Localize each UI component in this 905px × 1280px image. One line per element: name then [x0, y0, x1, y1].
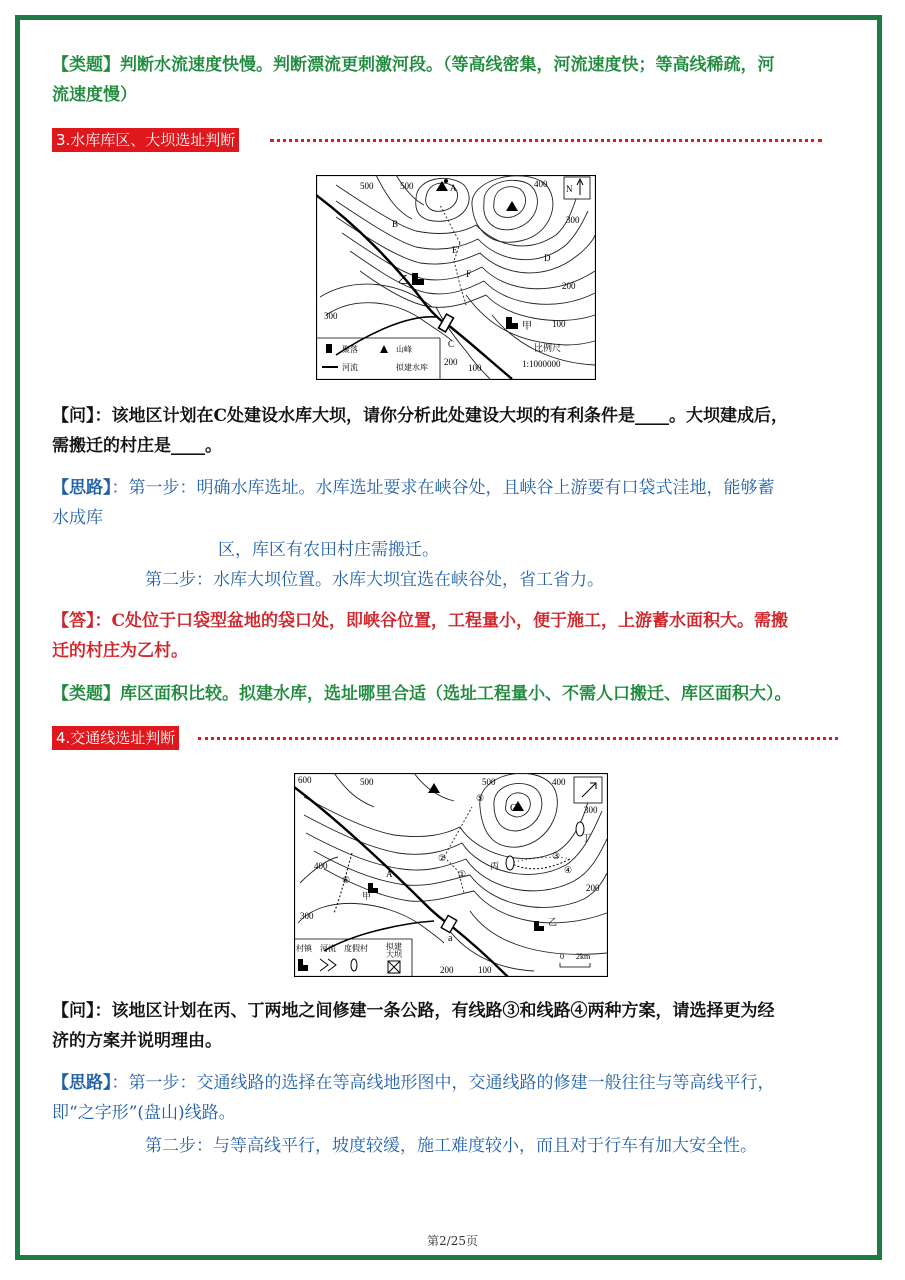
- map2-village-yi: [534, 921, 539, 931]
- legend-village-icon: [326, 344, 332, 353]
- svg-text:100: 100: [468, 363, 482, 373]
- svg-text:400: 400: [314, 861, 328, 871]
- svg-text:乙: 乙: [398, 274, 409, 286]
- answer-3-line1: [52, 606, 788, 636]
- svg-text:③: ③: [552, 851, 561, 861]
- section-4-title: 4.交通线选址判断: [52, 726, 179, 750]
- svg-text:D: D: [544, 253, 551, 263]
- idea-4-line1: [52, 1068, 775, 1098]
- svg-text:C: C: [448, 339, 455, 349]
- question-tag: 【问】: [52, 406, 95, 426]
- similar-tag: 【类题】: [52, 55, 120, 75]
- resort-bing: [506, 856, 514, 870]
- svg-text:200: 200: [440, 965, 454, 975]
- svg-text:甲: 甲: [362, 891, 372, 901]
- section-4-dotted-rule: [198, 737, 838, 740]
- svg-text:300: 300: [584, 805, 598, 815]
- svg-text:丙: 丙: [490, 861, 500, 871]
- contour-map-road: [294, 773, 608, 977]
- legend-dam-label-top: 拟建: [386, 942, 402, 951]
- idea-3-text3: 区，库区有农田村庄需搬迁。: [218, 540, 439, 560]
- svg-text:500: 500: [482, 777, 496, 787]
- idea-3-line2: [52, 503, 103, 533]
- svg-text:300: 300: [566, 215, 580, 225]
- svg-text:200: 200: [586, 883, 600, 893]
- similar-question-1-line2: [52, 80, 137, 110]
- svg-text:A: A: [450, 183, 457, 193]
- svg-text:100: 100: [552, 319, 566, 329]
- idea-4-text1: ：第一步：交通线路的选择在等高线地形图中，交通线路的修建一般往往与等高线平行，: [111, 1073, 775, 1093]
- map1-village-jia: [506, 317, 512, 329]
- similar-text-line2: 流速度慢）: [52, 85, 137, 105]
- similar-text-line1: 判断水流速度快慢。判断漂流更刺激河段。（等高线密集，河流速度快；等高线稀疏，河: [120, 55, 775, 75]
- legend-resort-icon: [351, 959, 357, 971]
- map1-village-jia-b: [512, 323, 518, 329]
- svg-text:1:1000000: 1:1000000: [522, 359, 561, 369]
- idea-3-line3: [218, 535, 439, 565]
- answer-3-text2: 迁的村庄为乙村。: [52, 641, 188, 661]
- legend-dam-label-bottom: 大坝: [386, 950, 402, 959]
- idea-3-text1: ：第一步：明确水库选址。水库选址要求在峡谷处，且峡谷上游要有口袋式洼地，能够蓄: [111, 478, 775, 498]
- map2-direction-box: [574, 777, 602, 803]
- idea-3-line4: [145, 565, 604, 595]
- answer-3-line2: [52, 636, 188, 666]
- section-3-title: 3.水库库区、大坝选址判断: [52, 128, 239, 152]
- similar-3-text: 库区面积比较。拟建水库，选址哪里合适（选址工程量小、不需人口搬迁、库区面积大）。: [120, 684, 792, 704]
- section-3-dotted-rule: [270, 139, 822, 142]
- answer-tag: 【答】: [52, 611, 95, 631]
- question-4-line2: [52, 1026, 222, 1056]
- map2-village-jia-b: [373, 888, 378, 893]
- svg-text:a: a: [448, 933, 453, 944]
- idea-4-line3: [145, 1131, 757, 1161]
- section-3-header: [52, 128, 822, 152]
- question-3-line1: [52, 401, 788, 431]
- question-4-text1: ：该地区计划在丙、丁两地之间修建一条公路，有线路③和线路④两种方案，请选择更为经: [94, 1001, 775, 1021]
- svg-text:比例尺: 比例尺: [534, 343, 562, 353]
- svg-text:200: 200: [562, 281, 576, 291]
- svg-text:④: ④: [564, 865, 573, 875]
- map1-peak-dot: [444, 179, 448, 183]
- svg-text:200: 200: [444, 357, 458, 367]
- svg-text:400: 400: [534, 179, 548, 189]
- svg-text:丁: 丁: [582, 833, 592, 843]
- idea-3-line1: [52, 473, 775, 503]
- legend-dam-label: 拟建水库: [396, 363, 428, 372]
- question-4-text2: 济的方案并说明理由。: [52, 1031, 222, 1051]
- question-tag: 【问】: [52, 1001, 95, 1021]
- svg-text:乙: 乙: [548, 917, 558, 927]
- page-number: 第2/25页: [427, 1234, 478, 1248]
- legend-town-icon-b: [303, 965, 308, 971]
- idea-3-text2: 水成库: [52, 508, 103, 528]
- svg-text:600: 600: [298, 775, 312, 785]
- svg-text:F: F: [466, 269, 472, 279]
- svg-text:2km: 2km: [576, 952, 591, 961]
- legend-town-label: 村镇: [296, 944, 312, 953]
- svg-text:①: ①: [458, 869, 467, 879]
- svg-text:N: N: [566, 184, 573, 194]
- map1-village-yi-b: [418, 279, 424, 285]
- svg-text:⑤: ⑤: [476, 793, 485, 803]
- question-3-line2: [52, 431, 222, 461]
- map1-village-yi: [412, 273, 418, 285]
- svg-text:500: 500: [360, 777, 374, 787]
- svg-text:100: 100: [478, 965, 492, 975]
- svg-text:A: A: [386, 869, 393, 879]
- answer-3-text1: ：C处位于口袋型盆地的袋口处，即峡谷位置，工程量小，便于施工，上游蓄水面积大。需搬: [94, 611, 789, 631]
- legend-peak-label: 山峰: [396, 345, 412, 354]
- idea-4-text2: 即“之字形”(盘山)线路。: [52, 1103, 236, 1123]
- svg-text:300: 300: [300, 911, 314, 921]
- svg-text:0: 0: [560, 952, 564, 961]
- section-4-header: [52, 726, 842, 750]
- idea-3-text4: 第二步：水库大坝位置。水库大坝宜选在峡谷处，省工省力。: [145, 570, 604, 590]
- similar-tag: 【类题】: [52, 684, 120, 704]
- legend-village-label: 聚落: [342, 345, 358, 354]
- svg-text:C: C: [510, 803, 517, 814]
- legend-river-label: 河流: [342, 363, 358, 372]
- idea-4-line2: [52, 1098, 236, 1128]
- contour-map-reservoir: [316, 175, 596, 380]
- svg-text:400: 400: [552, 777, 566, 787]
- idea-tag: 【思路】: [52, 478, 112, 498]
- svg-text:E: E: [452, 245, 458, 255]
- svg-text:500: 500: [360, 181, 374, 191]
- question-3-text1: ：该地区计划在C处建设水库大坝，请你分析此处建设大坝的有利条件是____。大坝建成后，: [94, 406, 789, 426]
- idea-tag: 【思路】: [52, 1073, 112, 1093]
- idea-4-text3: 第二步：与等高线平行，坡度较缓，施工难度较小，而且对于行车有加大安全性。: [145, 1136, 757, 1156]
- similar-question-3: [52, 679, 792, 709]
- map2-village-yi-b: [539, 926, 544, 931]
- similar-question-1: [52, 50, 852, 80]
- legend-town-icon: [298, 959, 303, 971]
- svg-text:B: B: [392, 219, 399, 229]
- legend-resort-label: 度假村: [344, 944, 368, 953]
- question-3-text2: 需搬迁的村庄是____。: [52, 436, 222, 456]
- svg-text:甲: 甲: [522, 321, 532, 332]
- svg-text:②: ②: [438, 853, 447, 863]
- svg-text:⑥: ⑥: [342, 875, 351, 885]
- svg-text:500: 500: [400, 181, 414, 191]
- svg-text:300: 300: [324, 311, 338, 321]
- question-4-line1: [52, 996, 775, 1026]
- legend-river2-label: 河流: [320, 944, 336, 953]
